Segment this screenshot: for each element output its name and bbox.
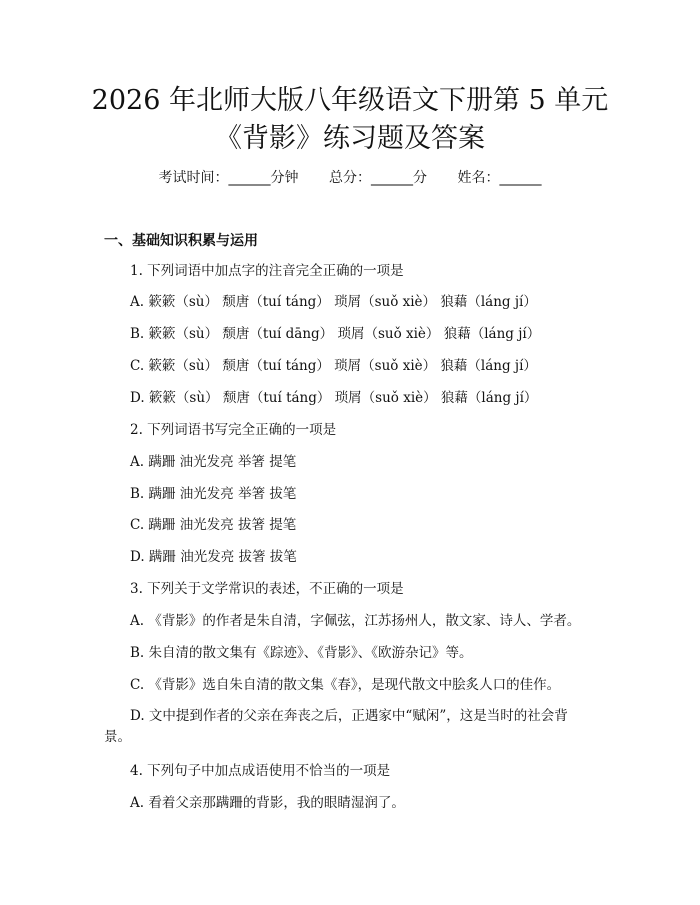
question-4-option-a: A. 看着父亲那蹒跚的背影，我的眼睛湿润了。: [130, 795, 405, 811]
question-2-option-a: A. 蹒跚 油光发亮 举箸 提笔: [130, 454, 297, 470]
exam-name-field: 姓名：______: [457, 170, 542, 186]
question-2-option-b: B. 蹒跚 油光发亮 举箸 拔笔: [130, 486, 297, 502]
question-2-stem: 2. 下列词语书写完全正确的一项是: [130, 422, 337, 438]
question-1-stem: 1. 下列词语中加点字的注音完全正确的一项是: [130, 263, 404, 279]
document-title-line1: 2026 年北师大版八年级语文下册第 5 单元: [91, 85, 609, 116]
question-1-option-a: A. 簌簌（sù） 颓唐（tuí táng） 琐屑（suǒ xiè） 狼藉（láng jí）: [130, 294, 537, 310]
question-2-option-d: D. 蹒跚 油光发亮 拔箸 拔笔: [130, 549, 297, 565]
question-3-option-a: A. 《背影》的作者是朱自清，字佩弦，江苏扬州人，散文家、诗人、学者。: [130, 613, 581, 629]
question-4-stem: 4. 下列句子中加点成语使用不恰当的一项是: [130, 763, 391, 779]
exam-time: 考试时间：______分钟: [158, 170, 299, 186]
section-heading: 一、基础知识积累与运用: [104, 233, 258, 249]
question-1-option-d: D. 簌簌（sù） 颓唐（tuí táng） 琐屑（suǒ xiè） 狼藉（láng jí）: [130, 390, 538, 406]
exam-total-score: 总分：______分: [329, 170, 427, 186]
question-1-option-b: B. 簌簌（sù） 颓唐（tuí dāng） 琐屑（suǒ xiè） 狼藉（láng jí）: [130, 326, 541, 342]
exam-info: [0, 169, 700, 187]
document-title-line2: 《背影》练习题及答案: [215, 123, 485, 154]
question-1-option-c: C. 簌簌（sù） 颓唐（tuí táng） 琐屑（suǒ xiè） 狼藉（láng jí）: [130, 358, 537, 374]
question-3-stem: 3. 下列关于文学常识的表述，不正确的一项是: [130, 581, 404, 597]
question-2-option-c: C. 蹒跚 油光发亮 拔箸 提笔: [130, 517, 297, 533]
question-3-option-d: D. 文中提到作者的父亲在奔丧之后，正遇家中“赋闲”，这是当时的社会背景。: [104, 708, 568, 745]
question-3-option-b: B. 朱自清的散文集有《踪迹》、《背影》、《欧游杂记》等。: [130, 645, 473, 661]
question-3-option-c: C. 《背影》选自朱自清的散文集《春》，是现代散文中脍炙人口的佳作。: [130, 677, 561, 693]
